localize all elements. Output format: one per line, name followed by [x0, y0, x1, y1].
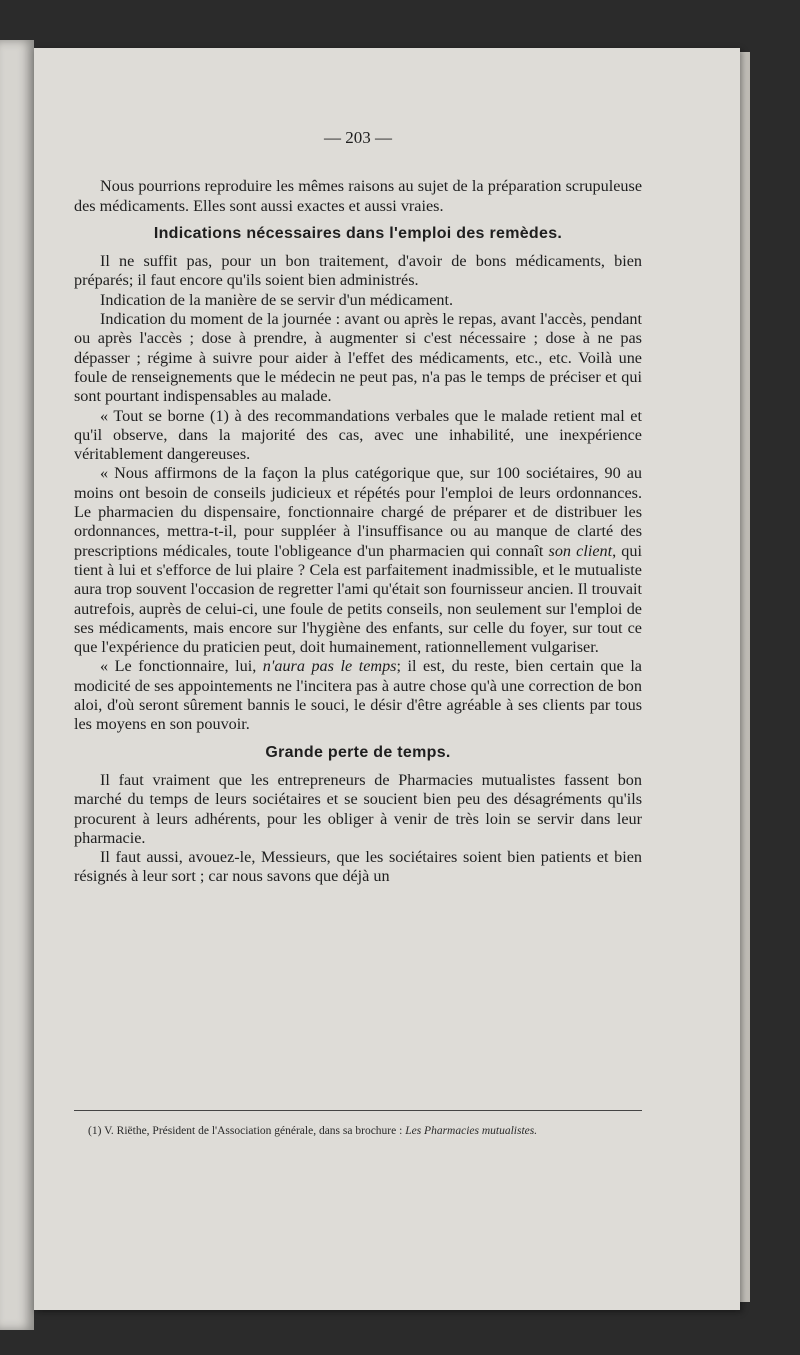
quote-affirmons-italic: son client	[548, 541, 613, 560]
facing-page-edge	[0, 40, 34, 1330]
paragraph-entrepreneurs: Il faut vraiment que les entrepreneurs de Pharmacies mutualistes fassent bon marché du temps de leurs sociétaires et se soucient bien peu des désagréments qu'ils procurent à leurs adhérents, pour les obliger à venir de très loin se servir dans leur pharmacie.	[74, 770, 642, 847]
page-body	[74, 128, 642, 887]
paragraph-indication-maniere: Indication de la manière de se servir d'un médicament.	[100, 290, 454, 309]
quote-affirmons	[74, 464, 642, 657]
quote-affirmons-text: « Nous affirmons de la façon la plus catégorique que, sur 100 sociétaires, 90 au moins ont besoin de conseils judicieux et répétés pour l'emploi de leurs ordonnances. Le pharmacien du dispensaire, fonctionnaire chargé de préparer et de distribuer les ordonnances, mettra-t-il, pour suppléer à l'insuffisance ou au manque de clarté des prescriptions médicales, toute l'obligeance d'un pharmacien qui connaît	[74, 464, 642, 560]
paragraph-indication-moment: Indication du moment de la journée : avant ou après le repas, avant l'accès, pendant ou après l'accès ; dose à prendre, à augmenter si c'est nécessaire ; dose à ne pas dépasser ; régime à suivre pour aider à l'effet des médicaments, etc., etc. Voilà une foule de renseignements que le médecin ne peut pas, n'a pas le temps de préciser et qui sont pourtant indispensables au malade.	[74, 310, 642, 406]
paragraph-medicaments: Nous pourrions reproduire les mêmes raisons au sujet de la préparation scrupuleuse des médicaments. Elles sont aussi exactes et aussi vraies.	[74, 177, 642, 215]
paragraph-societaires: Il faut aussi, avouez-le, Messieurs, que les sociétaires soient bien patients et bien résignés à leur sort ; car nous savons que déjà un	[74, 848, 642, 886]
section-heading-perte-temps: Grande perte de temps.	[265, 743, 451, 761]
quote-fonctionnaire-start: « Le fonctionnaire, lui,	[100, 657, 257, 676]
footnote	[74, 1124, 642, 1139]
quote-affirmons-end: , qui tient à lui et s'efforce de lui plaire ? Cela est parfaitement inadmissible, et le mutualiste aura trop souvent l'occasion de regretter l'ami qu'était son fournisseur ancien. Il trouvait autrefois, auprès de celui-ci, une foule de petits conseils, non seulement sur l'emploi de ses médicaments, mais encore sur l'hygiène des enfants, sur celle du foyer, sur tout ce que l'expérience du praticien peut, doit humainement, rationnellement vulgariser.	[74, 541, 642, 657]
footnote-italic: Les Pharmacies mutualistes.	[405, 1125, 538, 1137]
quote-recommandations: « Tout se borne (1) à des recommandations verbales que le malade retient mal et qu'il observe, dans la majorité des cas, avec une inhabilité, une inexpérience véritablement dangereuses.	[74, 406, 642, 464]
quote-fonctionnaire-italic: n'aura pas le temps	[262, 657, 397, 676]
footnote-text: (1) V. Riëthe, Président de l'Association générale, dans sa brochure :	[88, 1125, 403, 1137]
page-number: — 203 —	[324, 128, 392, 147]
paragraph-administration: Il ne suffit pas, pour un bon traitement, d'avoir de bons médicaments, bien préparés; il faut encore qu'ils soient bien administrés.	[74, 252, 642, 290]
quote-fonctionnaire-end: ; il est, du reste, bien certain que la modicité de ses appointements ne l'incitera pas à autre chose qu'à une correction de bon aloi, d'où seront sûrement bannis le souci, le désir d'être agréable à ses clients par tous les moyens en son pouvoir.	[74, 657, 642, 734]
quote-fonctionnaire	[74, 657, 642, 734]
section-heading-indications: Indications nécessaires dans l'emploi des remèdes.	[153, 224, 563, 242]
footnote-rule	[74, 1110, 642, 1111]
